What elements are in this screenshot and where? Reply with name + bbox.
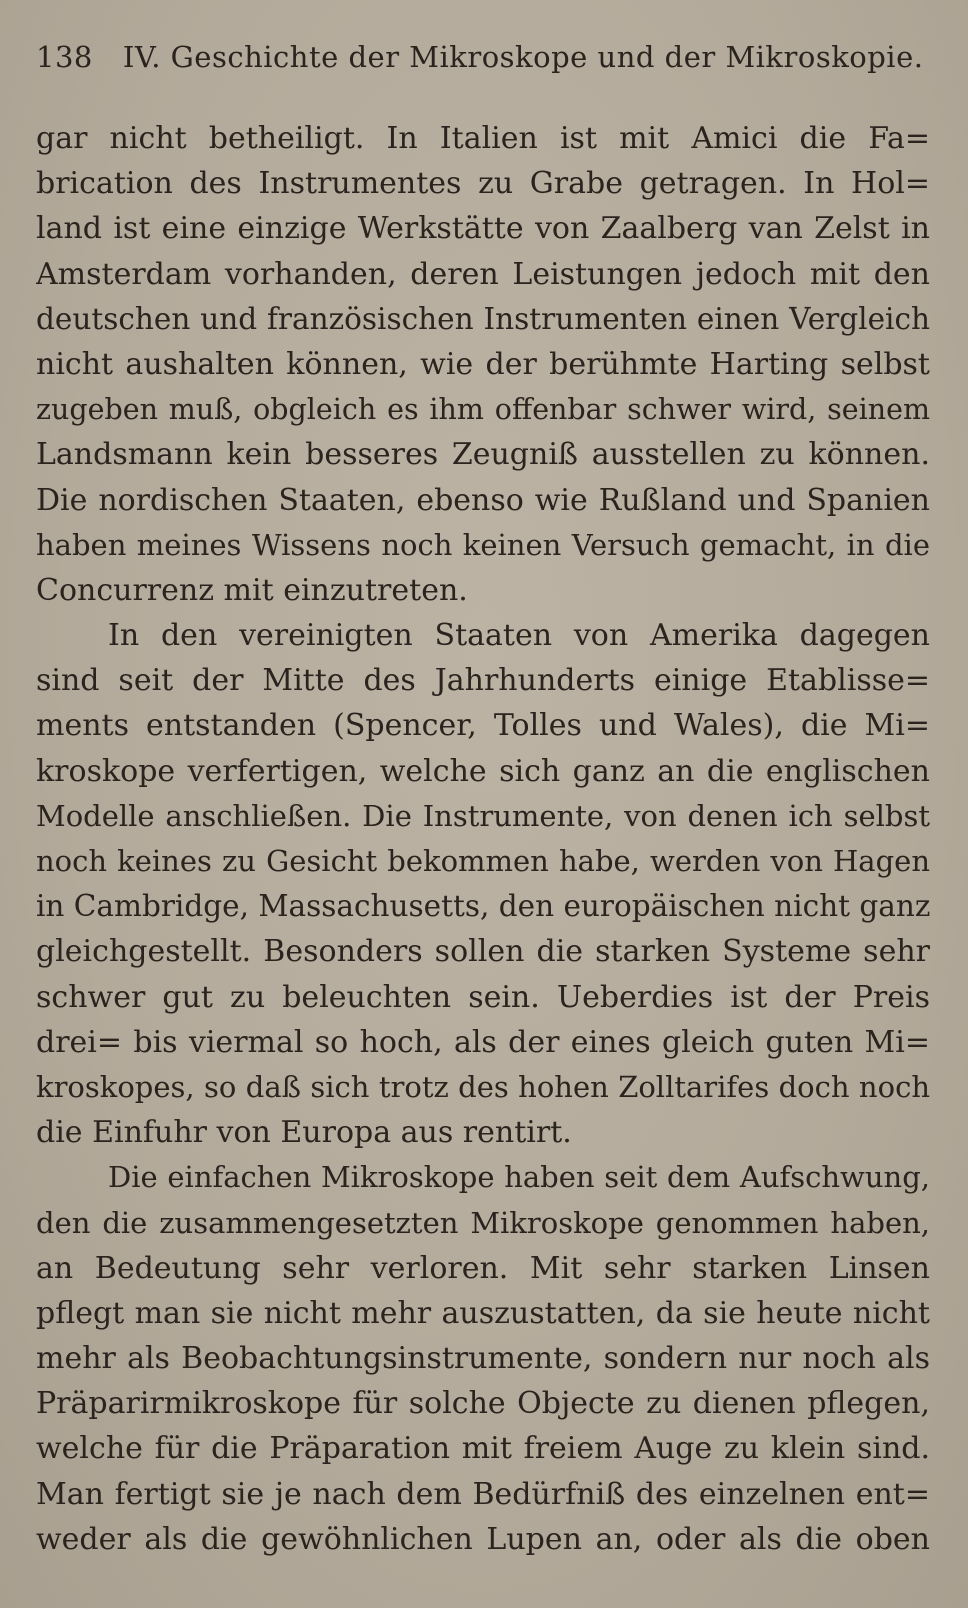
text-line: Man fertigt sie je nach dem Bedürfniß des einzelnen ent= [36, 1476, 930, 1512]
text-line: Concurrenz mit einzutreten. [36, 572, 468, 608]
text-line: ments entstanden (Spencer, Tolles und Wales), die Mi= [36, 708, 930, 744]
text-line: schwer gut zu beleuchten sein. Ueberdies ist der Preis [36, 979, 930, 1015]
text-line: in Cambridge, Massachusetts, den europäischen nicht ganz [36, 889, 930, 924]
text-line: gleichgestellt. Besonders sollen die starken Systeme sehr [36, 934, 930, 970]
text-line: die Einfuhr von Europa aus rentirt. [36, 1115, 572, 1151]
text-line: zugeben muß, obgleich es ihm offenbar schwer wird, seinem [36, 393, 930, 427]
running-title: IV. Geschichte der Mikroskope und der Mikroskopie. [122, 40, 924, 74]
text-line: mehr als Beobachtungsinstrumente, sondern nur noch als [36, 1341, 930, 1377]
page-number: 138 [36, 40, 93, 74]
text-line: land ist eine einzige Werkstätte von Zaalberg van Zelst in [36, 211, 930, 247]
body-text [36, 116, 930, 1562]
running-header [36, 32, 936, 82]
text-line: brication des Instrumentes zu Grabe getragen. In Hol= [36, 166, 930, 202]
text-line: den die zusammengesetzten Mikroskope genommen haben, [36, 1205, 930, 1240]
text-line: nicht aushalten können, wie der berühmte Harting selbst [36, 346, 930, 382]
paragraph-start-line: In den vereinigten Staaten von Amerika dagegen [108, 618, 930, 654]
text-line: sind seit der Mitte des Jahrhunderts einige Etablisse= [36, 663, 930, 699]
text-line: kroskopes, so daß sich trotz des hohen Zolltarifes doch noch [36, 1069, 930, 1104]
text-line: drei= bis viermal so hoch, als der eines gleich guten Mi= [36, 1024, 930, 1060]
text-line: kroskope verfertigen, welche sich ganz an die englischen [36, 753, 930, 789]
text-line: an Bedeutung sehr verloren. Mit sehr starken Linsen [36, 1250, 930, 1286]
text-line: weder als die gewöhnlichen Lupen an, oder als die oben [36, 1521, 930, 1557]
text-line: haben meines Wissens noch keinen Versuch gemacht, in die [36, 527, 930, 562]
text-line: Präparirmikroskope für solche Objecte zu dienen pflegen, [36, 1386, 930, 1422]
text-line: Modelle anschließen. Die Instrumente, von denen ich selbst [36, 798, 930, 833]
text-line: Amsterdam vorhanden, deren Leistungen jedoch mit den [36, 256, 930, 292]
text-line: Die nordischen Staaten, ebenso wie Rußland und Spanien [36, 482, 930, 518]
text-line: welche für die Präparation mit freiem Auge zu klein sind. [36, 1431, 930, 1467]
text-line: gar nicht betheiligt. In Italien ist mit Amici die Fa= [36, 121, 930, 156]
paragraph-start-line: Die einfachen Mikroskope haben seit dem Aufschwung, [108, 1160, 930, 1195]
text-line: deutschen und französischen Instrumenten einen Vergleich [36, 301, 930, 336]
text-line: noch keines zu Gesicht bekommen habe, werden von Hagen [36, 844, 930, 878]
text-line: pflegt man sie nicht mehr auszustatten, da sie heute nicht [36, 1295, 930, 1331]
text-line: Landsmann kein besseres Zeugniß ausstellen zu können. [36, 437, 930, 473]
